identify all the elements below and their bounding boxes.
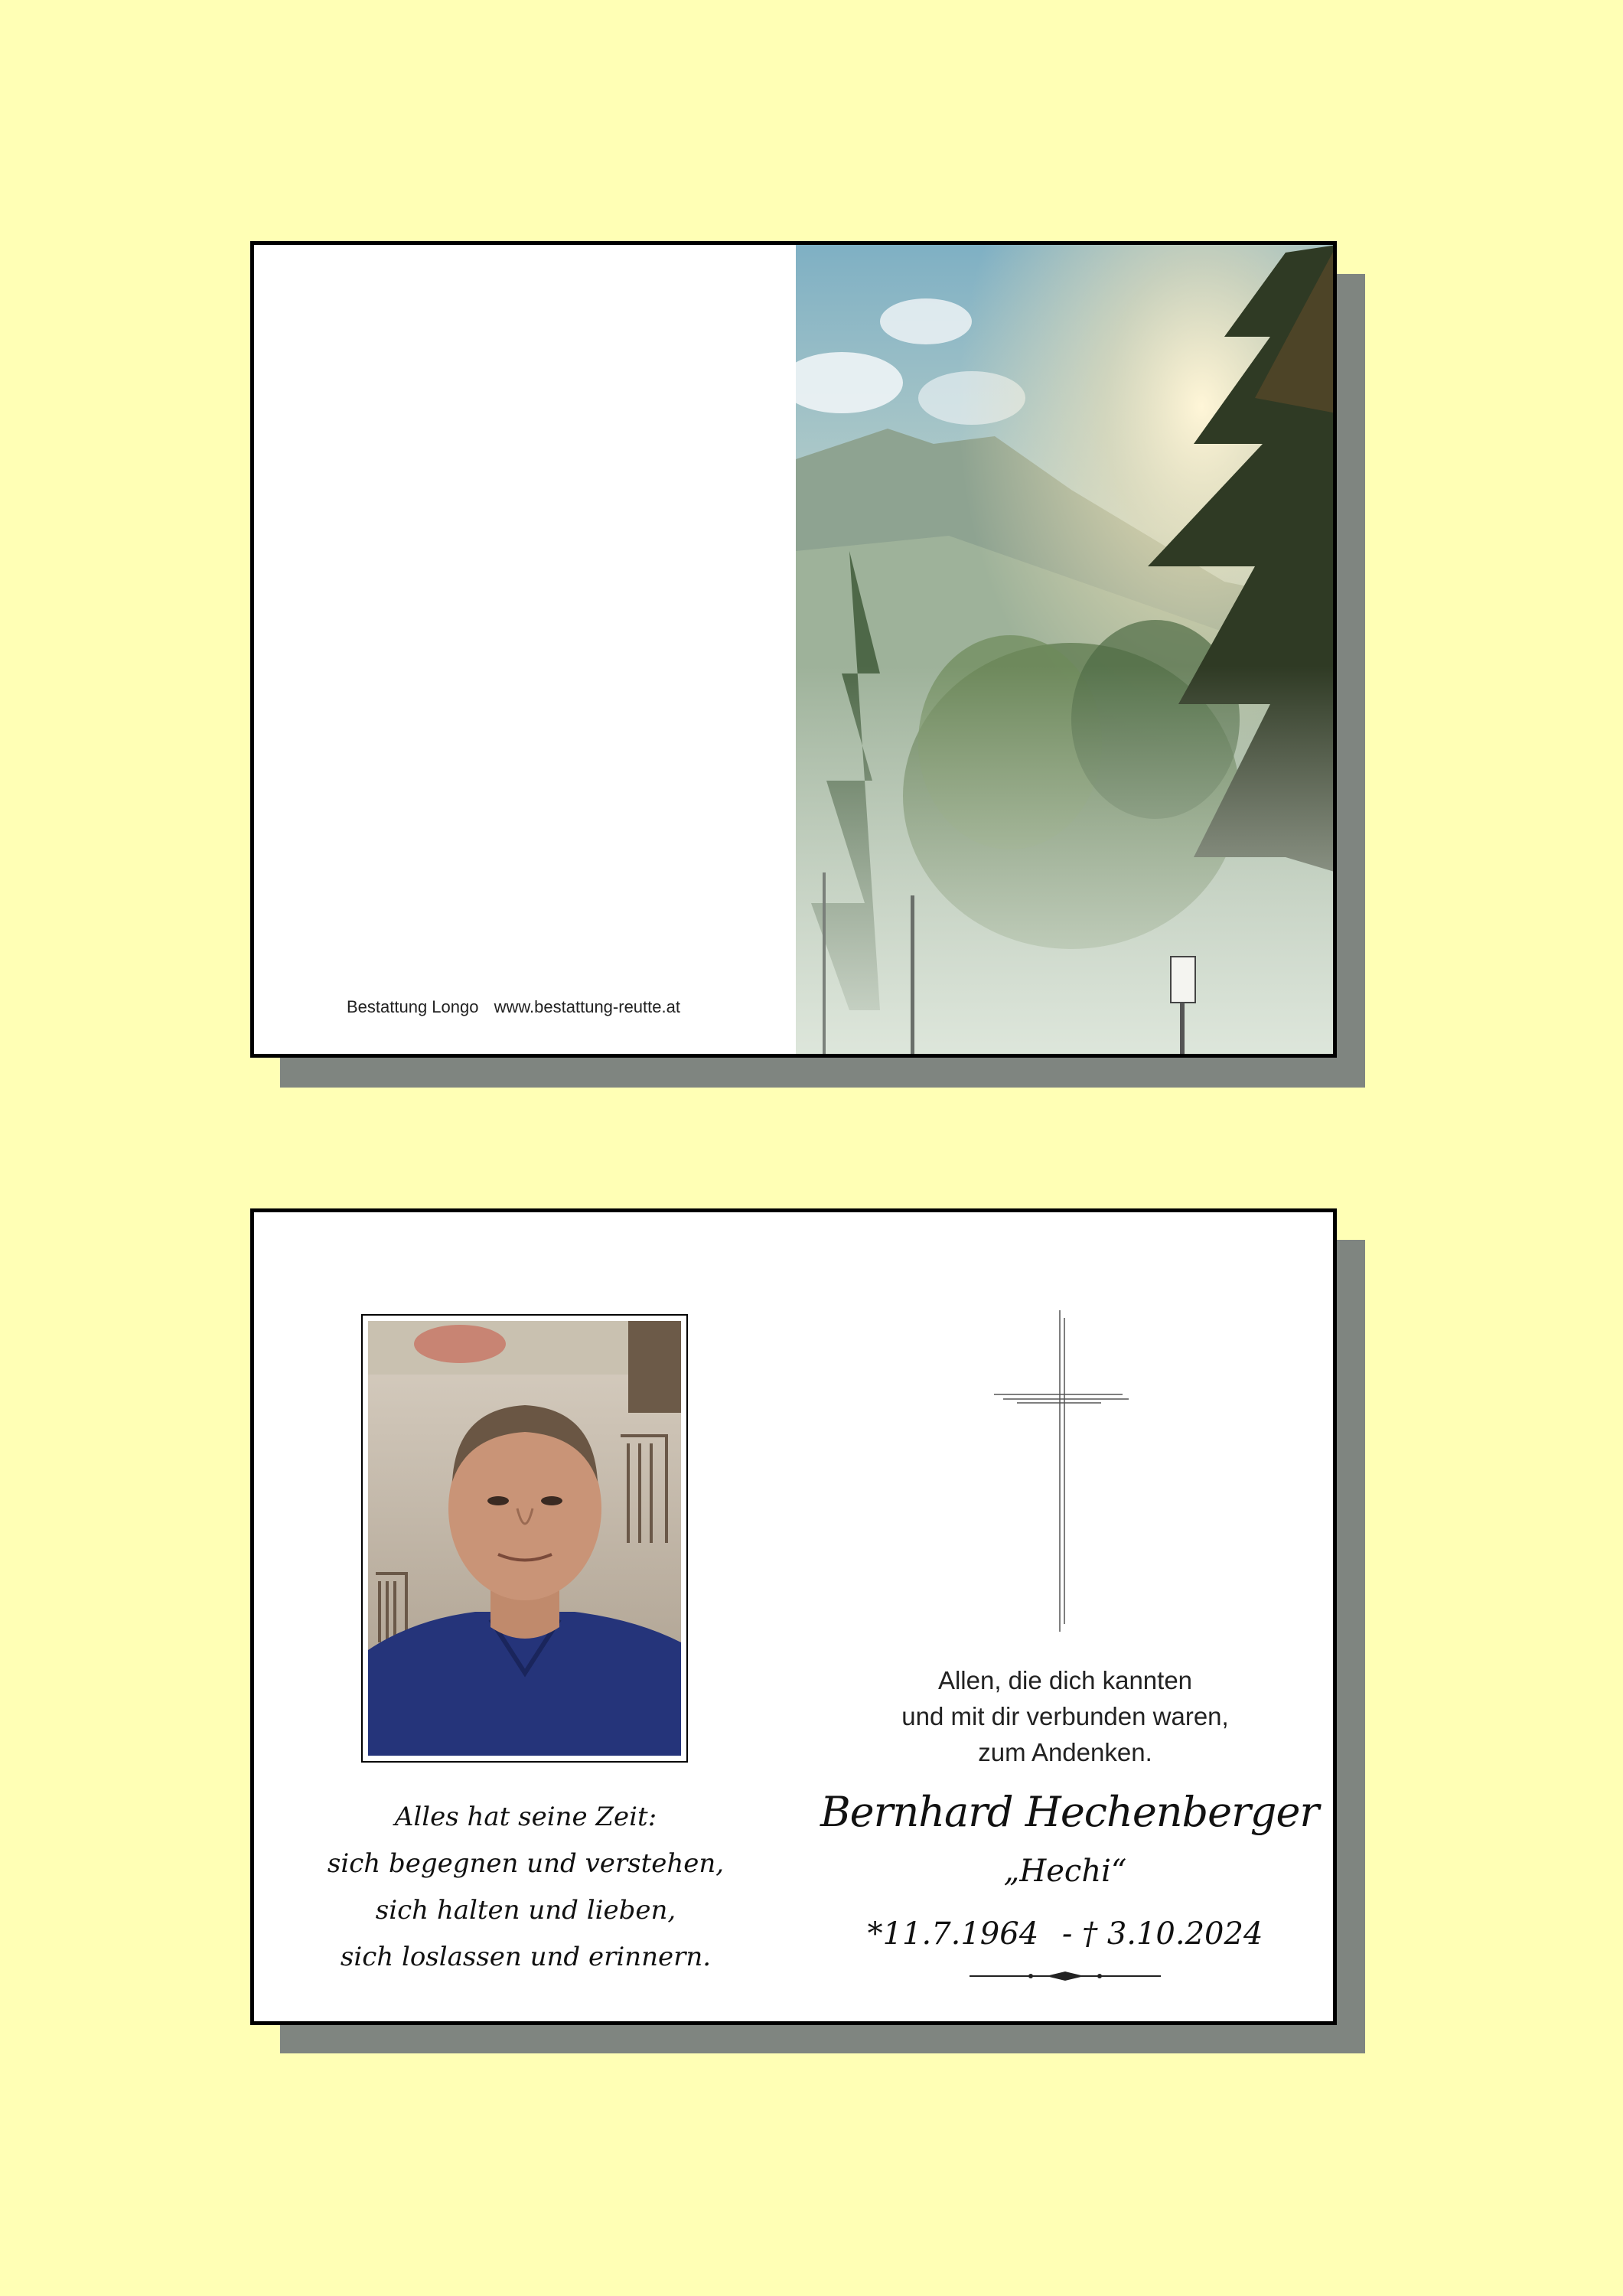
dedication-line: Allen, die dich kannten [937,1666,1193,1694]
dedication-line: und mit dir verbunden waren, [901,1702,1229,1730]
death-date: - † 3.10.2024 [1061,1916,1263,1952]
poem-line: sich halten und lieben, [375,1895,676,1926]
imprint [347,997,680,1017]
deceased-name: Bernhard Hechenberger [820,1788,1319,1836]
ornament-divider [970,1970,1161,1982]
poem-line: sich begegnen und verstehen, [327,1848,725,1879]
poem-line: sich loslassen und erinnern. [340,1942,712,1972]
card-inside [250,1208,1337,2025]
card-outside [250,241,1337,1058]
nickname: „Hechi“ [1003,1854,1127,1889]
imprint-company: Bestattung Longo [347,997,479,1016]
birth-date: *11.7.1964 [867,1916,1039,1952]
imprint-website: www.bestattung-reutte.at [494,997,680,1016]
cover-photo [796,245,1337,1054]
back-panel [254,245,796,1054]
poem-line: Alles hat seine Zeit: [394,1802,657,1832]
portrait-photo [361,1314,688,1763]
cross-icon [994,1310,1132,1632]
life-dates [843,1916,1287,1952]
dedication-line: zum Andenken. [978,1738,1152,1766]
poem [315,1794,736,1981]
dedication [836,1662,1295,1770]
